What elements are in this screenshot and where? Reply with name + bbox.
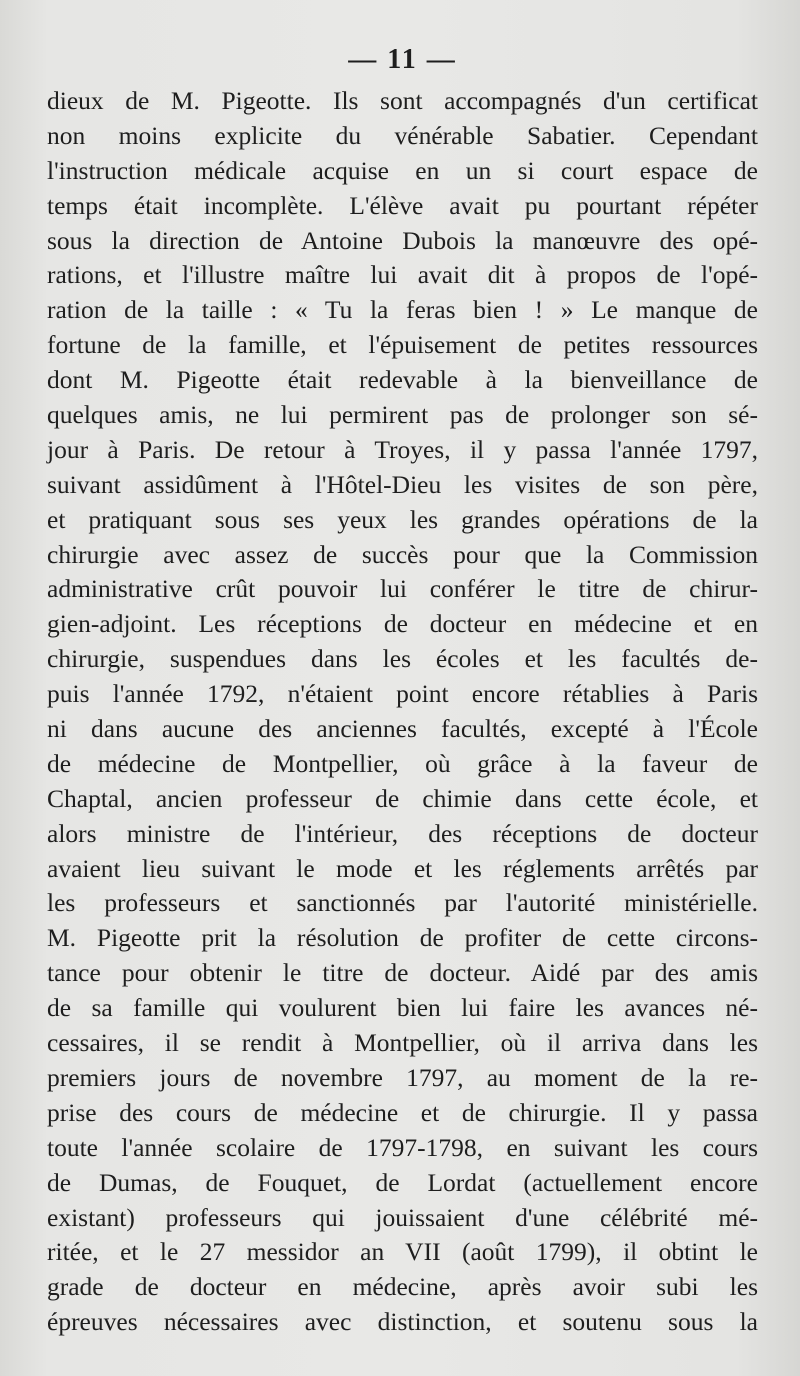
text-line: et pratiquant sous ses yeux les grandes opérations de la <box>47 504 758 534</box>
text-line: épreuves nécessaires avec distinction, et soutenu sous la <box>47 1307 758 1337</box>
text-line: puis l'année 1792, n'étaient point encore rétablies à Paris <box>47 679 758 709</box>
text-line: sous la direction de Antoine Dubois la manœuvre des opé- <box>47 225 758 255</box>
text-line: avaient lieu suivant le mode et les réglements arrêtés par <box>47 853 758 883</box>
text-line: suivant assidûment à l'Hôtel-Dieu les visites de son père, <box>47 469 758 499</box>
text-line: de sa famille qui voulurent bien lui faire les avances né- <box>47 993 758 1023</box>
text-line: chirurgie avec assez de succès pour que la Commission <box>47 539 758 569</box>
text-line: jour à Paris. De retour à Troyes, il y passa l'année 1797, <box>47 434 758 464</box>
text-line: chirurgie, suspendues dans les écoles et les facultés de- <box>47 644 758 674</box>
text-line: fortune de la famille, et l'épuisement de petites ressources <box>47 330 758 360</box>
text-line: ration de la taille : « Tu la feras bien ! » Le manque de <box>47 295 758 325</box>
text-line: tance pour obtenir le titre de docteur. Aidé par des amis <box>47 958 758 988</box>
text-line: rations, et l'illustre maître lui avait dit à propos de l'opé- <box>47 260 758 290</box>
text-line: prise des cours de médecine et de chirurgie. Il y passa <box>47 1097 758 1127</box>
text-line: administrative crût pouvoir lui conférer le titre de chirur- <box>47 574 758 604</box>
text-line: alors ministre de l'intérieur, des réceptions de docteur <box>47 818 758 848</box>
body-text <box>47 84 758 1340</box>
text-line: de médecine de Montpellier, où grâce à la faveur de <box>47 748 758 778</box>
text-line: premiers jours de novembre 1797, au moment de la re- <box>47 1062 758 1092</box>
text-line: dieux de M. Pigeotte. Ils sont accompagnés d'un certificat <box>47 86 758 115</box>
text-line: cessaires, il se rendit à Montpellier, où il arriva dans les <box>47 1028 758 1058</box>
text-line: existant) professeurs qui jouissaient d'une célébrité mé- <box>47 1202 758 1232</box>
text-line: ritée, et le 27 messidor an VII (août 1799), il obtint le <box>47 1237 758 1267</box>
text-line: quelques amis, ne lui permirent pas de prolonger son sé- <box>47 400 758 430</box>
text-line: temps était incomplète. L'élève avait pu pourtant répéter <box>47 190 758 220</box>
text-line: dont M. Pigeotte était redevable à la bienveillance de <box>47 365 758 395</box>
text-line: ni dans aucune des anciennes facultés, excepté à l'École <box>47 714 758 744</box>
text-line: Chaptal, ancien professeur de chimie dans cette école, et <box>47 783 758 813</box>
text-line: gien-adjoint. Les réceptions de docteur en médecine et en <box>47 609 758 639</box>
text-line: les professeurs et sanctionnés par l'autorité ministérielle. <box>47 888 758 918</box>
page-number: — 11 — <box>348 44 457 75</box>
text-line: de Dumas, de Fouquet, de Lordat (actuellement encore <box>47 1167 758 1197</box>
text-line: non moins explicite du vénérable Sabatier. Cependant <box>47 120 758 150</box>
text-line: grade de docteur en médecine, après avoir subi les <box>47 1272 758 1302</box>
text-line: M. Pigeotte prit la résolution de profiter de cette circons- <box>47 923 758 953</box>
text-line: l'instruction médicale acquise en un si court espace de <box>47 155 758 185</box>
text-line: toute l'année scolaire de 1797-1798, en suivant les cours <box>47 1132 758 1162</box>
